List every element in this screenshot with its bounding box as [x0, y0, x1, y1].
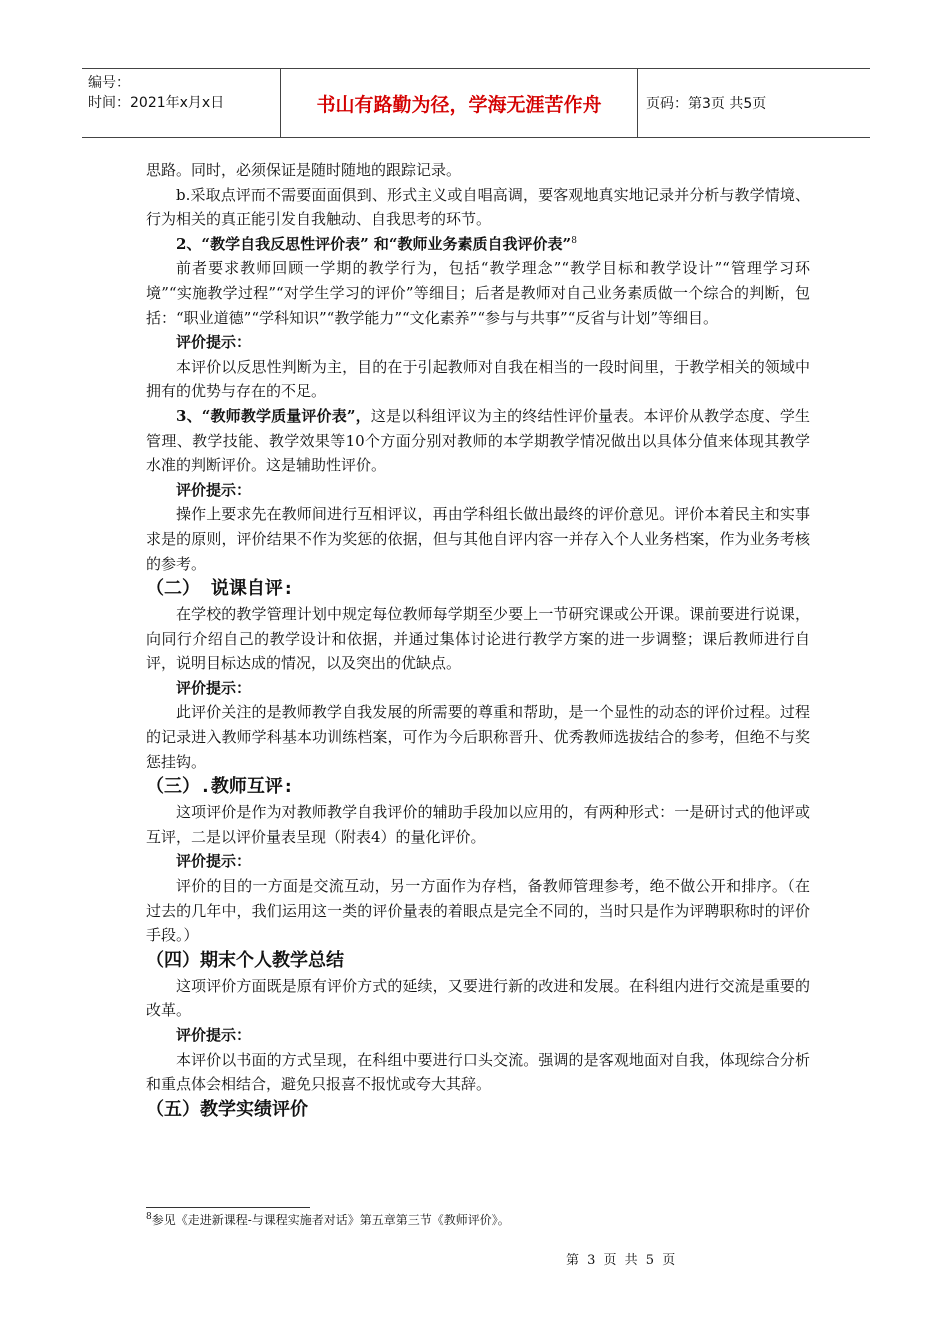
header-meta — [82, 69, 280, 137]
section-heading — [146, 1097, 810, 1123]
section-heading — [146, 774, 810, 800]
paragraph-text: 这项评价是作为对教师教学自我评价的辅助手段加以应用的，有两种形式：一是研讨式的他评或互评，二是以评价量表呈现（附表4）的量化评价。 — [146, 803, 810, 846]
paragraph-text: （二） 说课自评: — [146, 578, 294, 600]
paragraph-text: （四）期末个人教学总结 — [146, 949, 344, 971]
subheading — [146, 330, 810, 355]
footnote — [146, 1212, 510, 1228]
paragraph-text: 评价的目的一方面是交流互动，另一方面作为存档，备教师管理参考，绝不做公开和排序。（在过去的几年中，我们运用这一类的评价量表的着眼点是完全不同的，当时只是作为评聘职称时的评价手段。） — [146, 877, 810, 945]
subheading — [146, 478, 810, 503]
paragraph-text: 评价提示： — [176, 1026, 252, 1044]
paragraph-text: 本评价以反思性判断为主，目的在于引起教师对自我在相当的一段时间里，于教学相关的领域中拥有的优势与存在的不足。 — [146, 357, 810, 401]
paragraph — [146, 602, 810, 676]
paragraph-text: （三）.教师互评: — [146, 776, 294, 798]
inline-heading: 3、“教师教学质量评价表”， — [176, 406, 371, 425]
footnote-divider — [146, 1207, 310, 1208]
paragraph-text: 操作上要求先在教师间进行互相评议，再由学科组长做出最终的评价意见。评价本着民主和实事求是的原则，评价结果不作为奖惩的依据，但与其他自评内容一并存入个人业务档案，作为业务考核的参考。 — [146, 505, 810, 573]
paragraph-text: 评价提示： — [176, 480, 252, 499]
paragraph-text: 2、“教学自我反思性评价表” 和“教师业务素质自我评价表” — [176, 234, 572, 253]
document-date: 时间：2021年x月x日 — [88, 95, 225, 111]
header-motto: 书山有路勤为径，学海无涯苦作舟 — [280, 69, 638, 137]
paragraph-text: 这是以科组评议为主的终结性评价量表。本评价从教学态度、学生管理、教学技能、教学效果等10个方面分别对教师的本学期教学情况做出以具体分值来体现其教学水准的判断评价。这是辅助性评价。 — [146, 406, 810, 475]
paragraph-text: 此评价关注的是教师教学自我发展的所需要的尊重和帮助，是一个显性的动态的评价过程。过程的记录进入教师学科基本功训练档案，可作为今后职称晋升、优秀教师选拔结合的参考，但绝不与奖惩挂钩。 — [146, 703, 810, 771]
paragraph-text: 评价提示： — [176, 333, 252, 352]
paragraph — [146, 800, 810, 849]
subheading — [146, 676, 810, 701]
document-number-label: 编号： — [88, 75, 130, 91]
paragraph — [146, 874, 810, 948]
paragraph — [146, 1048, 810, 1097]
footnote-text: 参见《走进新课程-与课程实施者对话》第五章第三节《教师评价》。 — [151, 1213, 510, 1227]
paragraph — [146, 183, 810, 232]
paragraph-text: 评价提示： — [176, 852, 252, 871]
page-number: 第 3 页 共 5 页 — [566, 1253, 676, 1268]
paragraph — [146, 502, 810, 576]
paragraph-text: 在学校的教学管理计划中规定每位教师每学期至少要上一节研究课或公开课。课前要进行说课，向同行介绍自己的教学设计和依据，并通过集体讨论进行教学方案的进一步调整；课后教师进行自评，说明目标达成的情况，以及突出的优缺点。 — [146, 605, 810, 673]
subheading — [146, 1023, 810, 1048]
paragraph-text: b.采取点评而不需要面面俱到、形式主义或自唱高调，要客观地真实地记录并分析与教学情境、行为相关的真正能引发自我触动、自我思考的环节。 — [146, 185, 810, 229]
paragraph — [146, 355, 810, 404]
section-heading — [146, 576, 810, 602]
paragraph-text: 本评价以书面的方式呈现，在科组中要进行口头交流。强调的是客观地面对自我，体现综合分析和重点体会相结合，避免只报喜不报忧或夸大其辞。 — [146, 1050, 810, 1094]
page-header — [82, 68, 870, 138]
paragraph-text: 这项评价方面既是原有评价方式的延续，又要进行新的改进和发展。在科组内进行交流是重要的改革。 — [146, 976, 810, 1020]
paragraph — [146, 256, 810, 330]
subheading — [146, 849, 810, 874]
subheading — [146, 232, 810, 257]
paragraph — [146, 700, 810, 774]
paragraph-text: 前者要求教师回顾一学期的教学行为，包括“教学理念”“教学目标和教学设计”“管理学习环境”“实施教学过程”“对学生学习的评价”等细目；后者是教师对自己业务素质做一个综合的判断，包括：“职业道德”“学科知识”“教学能力”“文化素养”“参与与共事”“反省与计划”等细目。 — [146, 259, 810, 327]
document-body — [146, 158, 810, 1123]
paragraph-text: 思路。同时，必须保证是随时随地的跟踪记录。 — [146, 161, 462, 179]
footnote-ref: 8 — [571, 235, 577, 246]
paragraph — [146, 158, 810, 183]
footnote-mark: 8 — [146, 1212, 152, 1222]
paragraph-text: 评价提示： — [176, 678, 252, 697]
header-page-info: 页码：第3页 共5页 — [646, 96, 767, 112]
paragraph-text: （五）教学实绩评价 — [146, 1098, 308, 1120]
paragraph — [146, 404, 810, 478]
paragraph — [146, 974, 810, 1023]
section-heading — [146, 948, 810, 974]
